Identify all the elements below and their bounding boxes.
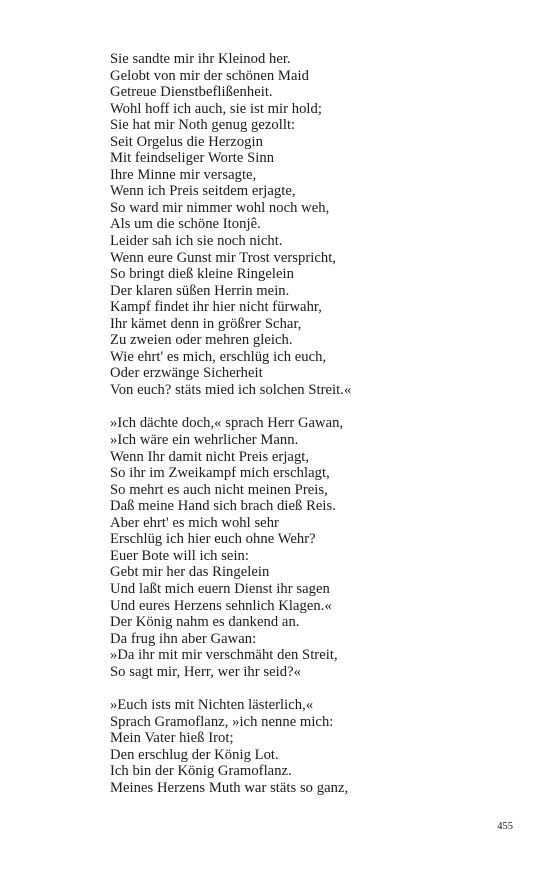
verse-line: Mit feindseliger Worte Sinn [110,150,275,167]
verse-line: Gelobt von mir der schönen Maid [110,67,309,84]
verse-line: Wohl hoff ich auch, sie ist mir hold; [110,100,322,117]
verse-line: So ihr im Zweikampf mich erschlagt, [110,465,330,482]
verse-line: Den erschlug der König Lot. [110,746,279,763]
verse-line: Aber ehrt' es mich wohl sehr [110,514,279,531]
verse-line: Wenn eure Gunst mir Trost verspricht, [110,249,337,266]
stanza-3 [110,697,530,796]
verse-line: Getreue Dienstbeflißenheit. [110,84,273,101]
page-number: 455 [497,821,513,832]
verse-line: Mein Vater hieß Irot; [110,730,234,747]
verse-line: Wenn ich Preis seitdem erjagte, [110,183,296,200]
verse-line: »Da ihr mit mir verschmäht den Streit, [110,647,338,664]
verse-line: »Euch ists mit Nichten lästerlich,« [110,697,314,714]
verse-line: Ihre Minne mir versagte, [110,166,257,183]
verse-line: Wie ehrt' es mich, erschlüg ich euch, [110,348,327,365]
poem-text [110,51,530,797]
verse-line: Leider sah ich sie noch nicht. [110,233,283,250]
verse-line: Sie sandte mir ihr Kleinod her. [110,51,291,67]
stanza-1 [110,51,530,398]
stanza-2 [110,415,530,680]
verse-line: Daß meine Hand sich brach dieß Reis. [110,498,336,515]
verse-line: Ich bin der König Gramoflanz. [110,763,292,780]
verse-line: Ihr kämet denn in größrer Schar, [110,315,302,332]
verse-line: Kampf findet ihr hier nicht fürwahr, [110,299,322,316]
verse-line: Gebt mir her das Ringelein [110,564,270,581]
verse-line: Euer Bote will ich sein: [110,547,249,564]
verse-line: Und eures Herzens sehnlich Klagen.« [110,597,332,614]
verse-line: Sprach Gramoflanz, »ich nenne mich: [110,713,334,730]
verse-line: Als um die schöne Itonjê. [110,216,261,233]
verse-line: So bringt dieß kleine Ringelein [110,266,294,283]
verse-line: Seit Orgelus die Herzogin [110,133,263,150]
verse-line: Und laßt mich euern Dienst ihr sagen [110,580,330,597]
verse-line: Da frug ihn aber Gawan: [110,630,257,647]
verse-line: Wenn Ihr damit nicht Preis erjagt, [110,448,310,465]
verse-line: »Ich dächte doch,« sprach Herr Gawan, [110,415,344,432]
verse-line: Der klaren süßen Herrin mein. [110,282,290,299]
verse-line: Sie hat mir Noth genug gezollt: [110,117,296,134]
verse-line: Der König nahm es dankend an. [110,614,300,631]
verse-line: Erschlüg ich hier euch ohne Wehr? [110,531,316,548]
verse-line: Zu zweien oder mehren gleich. [110,332,293,349]
verse-line: So ward mir nimmer wohl noch weh, [110,199,330,216]
verse-line: So mehrt es auch nicht meinen Preis, [110,481,328,498]
verse-line: Meines Herzens Muth war stäts so ganz, [110,779,349,796]
verse-line: So sagt mir, Herr, wer ihr seid?« [110,663,301,680]
verse-line: Oder erzwänge Sicherheit [110,365,263,382]
verse-line: Von euch? stäts mied ich solchen Streit.« [110,381,352,398]
verse-line: »Ich wäre ein wehrlicher Mann. [110,432,299,449]
